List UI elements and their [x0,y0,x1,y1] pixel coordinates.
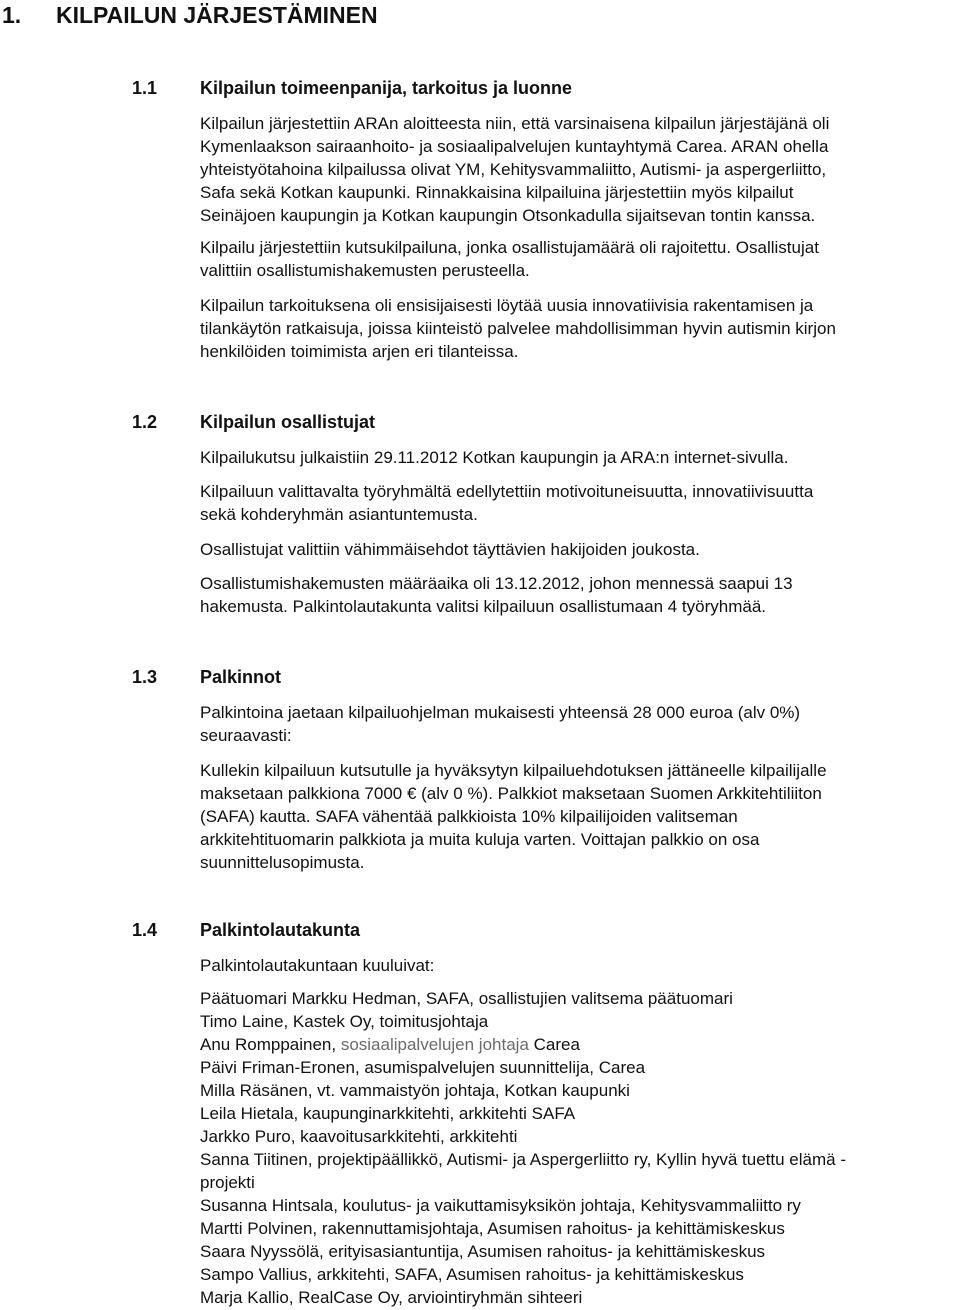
list-item: Jarkko Puro, kaavoitusarkkitehti, arkkitehti [200,1127,518,1146]
paragraph-selection [200,538,952,561]
paragraph-jury-intro [200,954,952,977]
list-item: Marja Kallio, RealCase Oy, arviointiryhmän sihteeri [200,1288,583,1307]
section-heading-1-3 [132,666,281,688]
section-title: Kilpailun osallistujat [200,412,376,432]
text-line: Kilpailun järjestettiin ARAn aloitteesta niin, että varsinaisena kilpailun järjestäjänä oli [200,114,830,133]
member-title-gray: sosiaalipalvelujen johtaja [340,1035,529,1054]
section-number: 1.3 [132,667,158,687]
text-line: Kullekin kilpailuun kutsutulle ja hyväksytyn kilpailuehdotuksen jättäneelle kilpailijalle [200,761,827,780]
text-line: hakemusta. Palkintolautakunta valitsi kilpailuun osallistumaan 4 työryhmää. [200,597,767,616]
section-heading-1-1 [132,77,572,99]
text-line: Kilpailu järjestettiin kutsukilpailuna, jonka osallistujamäärä oli rajoitettu. Osallistujat [200,238,819,257]
paragraph-purpose [200,294,952,363]
chapter-heading [2,2,378,28]
paragraph-organizer [200,112,952,227]
text-line: Palkintoina jaetaan kilpailuohjelman mukaisesti yhteensä 28 000 euroa (alv 0%) [200,703,801,722]
list-item: projekti [200,1173,255,1192]
list-item: Martti Polvinen, rakennuttamisjohtaja, Asumisen rahoitus- ja kehittämiskeskus [200,1219,785,1238]
paragraph-requirements [200,480,952,526]
list-item: Leila Hietala, kaupunginarkkitehti, arkkitehti SAFA [200,1104,576,1123]
list-item: Sampo Vallius, arkkitehti, SAFA, Asumisen rahoitus- ja kehittämiskeskus [200,1265,744,1284]
paragraph-prizes [200,701,952,747]
paragraph-deadline [200,572,952,618]
list-item: Sanna Tiitinen, projektipäällikkö, Autismi- ja Aspergerliitto ry, Kyllin hyvä tuettu elämä - [200,1150,846,1169]
paragraph-invitation [200,236,952,282]
member-org: Carea [528,1035,580,1054]
text-line: tilankäytön ratkaisuja, joissa kiinteistö palvelee mahdollisimman hyvin autismin kirjon [200,319,836,338]
text-line: Palkintolautakuntaan kuuluivat: [200,956,435,975]
section-number: 1.4 [132,920,158,940]
list-item: Milla Räsänen, vt. vammaistyön johtaja, Kotkan kaupunki [200,1081,630,1100]
paragraph-announcement [200,446,952,469]
text-line: Safa sekä Kotkan kaupunki. Rinnakkaisina kilpailuina järjestettiin myös kilpailut [200,183,794,202]
section-title: Palkintolautakunta [200,920,361,940]
list-item: Päätuomari Markku Hedman, SAFA, osallistujien valitsema päätuomari [200,989,733,1008]
text-line: yhteistyötahoina kilpailussa olivat YM, Kehitysvammaliitto, Autismi- ja aspergerliitto, [200,160,827,179]
chapter-number: 1. [2,2,22,28]
text-line: Kilpailun tarkoituksena oli ensisijaisesti löytää uusia innovatiivisia rakentamisen ja [200,296,814,315]
text-line: Kilpailuun valittavalta työryhmältä edellytettiin motivoituneisuutta, innovatiivisuutta [200,482,814,501]
text-line: maksetaan palkkiona 7000 € (alv 0 %). Palkkiot maksetaan Suomen Arkkitehtiliiton [200,784,822,803]
text-line: (SAFA) kautta. SAFA vähentää palkkioista 10% kilpailijoiden valitseman [200,807,738,826]
text-line: seuraavasti: [200,726,292,745]
text-line: Seinäjoen kaupungin ja Kotkan kaupungin Otsonkadulla sijaitsevan tontin kanssa. [200,206,816,225]
list-item [200,1033,955,1056]
paragraph-fees [200,759,952,874]
jury-member-list [200,987,955,1309]
member-name: Anu Romppainen, [200,1035,341,1054]
text-line: Osallistumishakemusten määräaika oli 13.12.2012, johon mennessä saapui 13 [200,574,793,593]
text-line: suunnittelusopimusta. [200,853,365,872]
list-item: Susanna Hintsala, koulutus- ja vaikuttamisyksikön johtaja, Kehitysvammaliitto ry [200,1196,801,1215]
chapter-title: KILPAILUN JÄRJESTÄMINEN [56,2,378,28]
text-line: arkkitehtituomarin palkkiota ja muita kuluja varten. Voittajan palkkio on osa [200,830,760,849]
text-line: valittiin osallistumishakemusten perusteella. [200,261,530,280]
text-line: Osallistujat valittiin vähimmäisehdot täyttävien hakijoiden joukosta. [200,540,700,559]
text-line: sekä kohderyhmän asiantuntemusta. [200,505,478,524]
section-number: 1.1 [132,78,158,98]
text-line: Kymenlaakson sairaanhoito- ja sosiaalipalvelujen kuntayhtymä Carea. ARAN ohella [200,137,829,156]
list-item: Timo Laine, Kastek Oy, toimitusjohtaja [200,1012,489,1031]
text-line: Kilpailukutsu julkaistiin 29.11.2012 Kotkan kaupungin ja ARA:n internet-sivulla. [200,448,789,467]
section-heading-1-4 [132,919,360,941]
section-title: Kilpailun toimeenpanija, tarkoitus ja luonne [200,78,573,98]
text-line: henkilöiden toimimista arjen eri tilanteissa. [200,342,519,361]
list-item: Päivi Friman-Eronen, asumispalvelujen suunnittelija, Carea [200,1058,646,1077]
section-number: 1.2 [132,412,158,432]
list-item: Saara Nyyssölä, erityisasiantuntija, Asumisen rahoitus- ja kehittämiskeskus [200,1242,766,1261]
section-heading-1-2 [132,411,375,433]
section-title: Palkinnot [200,667,282,687]
